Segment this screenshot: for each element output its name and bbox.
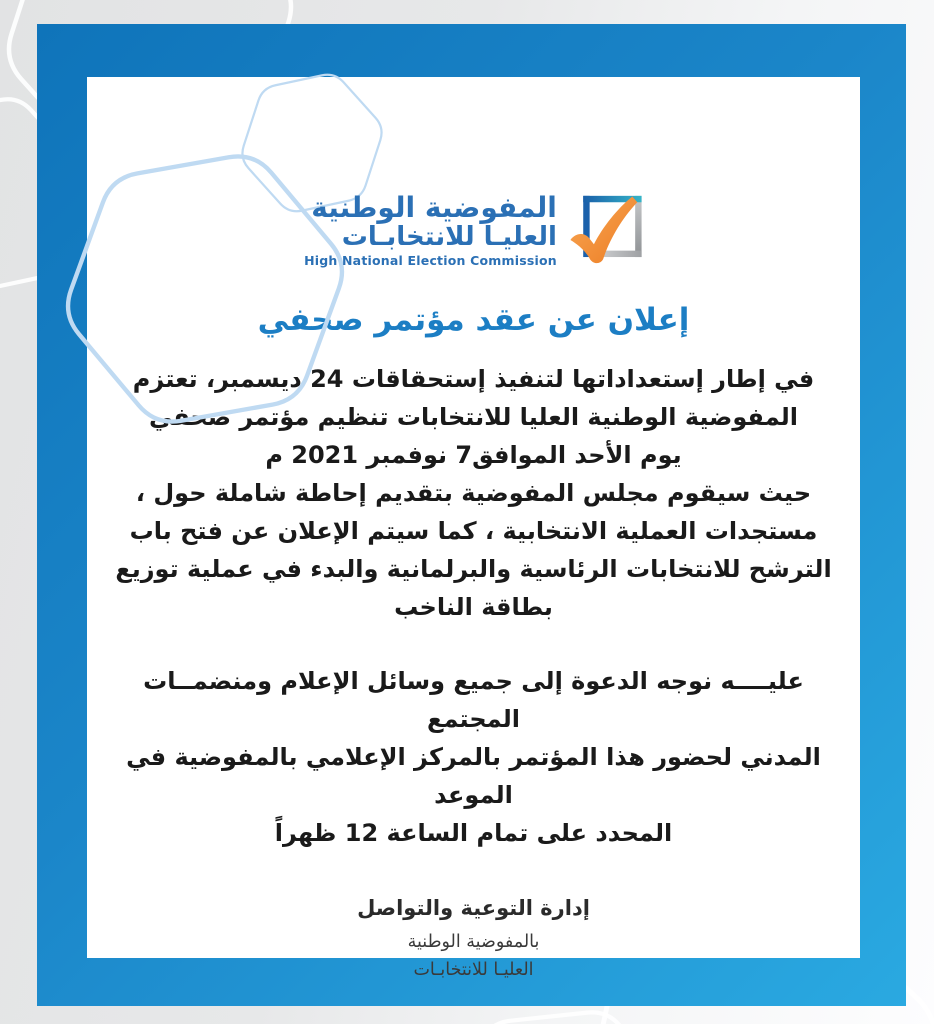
hnec-logo: [87, 193, 860, 268]
ballot-checkbox-icon: [569, 194, 643, 266]
text-line: بطاقة الناخب: [394, 592, 553, 621]
signature-org-line2: العليـا للانتخابـات: [413, 959, 534, 980]
announcement-paragraph-1: [87, 360, 860, 626]
signature-department: إدارة التوعية والتواصل: [357, 895, 590, 920]
logo-title-arabic-line1: المفوضية الوطنية: [311, 191, 557, 224]
announcement-paragraph-2: [87, 662, 860, 852]
text-line: المفوضية الوطنية العليا للانتخابات تنظيم مؤتمر صحفي: [148, 402, 799, 431]
signature-block: [87, 896, 860, 984]
text-line: حيث سيقوم مجلس المفوضية بتقديم إحاطة شاملة حول ،: [135, 478, 812, 507]
signature-org-line1: بالمفوضية الوطنية: [407, 931, 540, 952]
logo-subtitle-english: High National Election Commission: [304, 253, 557, 269]
announcement-heading: إعلان عن عقد مؤتمر صحفي: [257, 301, 690, 338]
text-line: في إطار إستعداداتها لتنفيذ إستحقاقات 24 ديسمبر، تعتزم: [132, 364, 815, 393]
text-line: الترشح للانتخابات الرئاسية والبرلمانية والبدء في عملية توزيع: [115, 554, 832, 583]
announcement-card: [87, 77, 860, 980]
text-line: المدني لحضور هذا المؤتمر بالمركز الإعلامي بالمفوضية في الموعد: [126, 742, 821, 809]
text-line: يوم الأحد الموافق7 نوفمبر 2021 م: [265, 440, 682, 469]
poster-frame: [37, 24, 906, 1006]
text-line: المحدد على تمام الساعة 12 ظهراً: [274, 818, 673, 847]
text-line: مستجدات العملية الانتخابية ، كما سيتم الإعلان عن فتح باب: [129, 516, 818, 545]
logo-title-arabic-line2: العليـا للانتخابـات: [341, 222, 557, 253]
hnec-logo-text: [304, 193, 557, 268]
text-line: عليــــه نوجه الدعوة إلى جميع وسائل الإعلام ومنضمــات المجتمع: [143, 666, 804, 733]
